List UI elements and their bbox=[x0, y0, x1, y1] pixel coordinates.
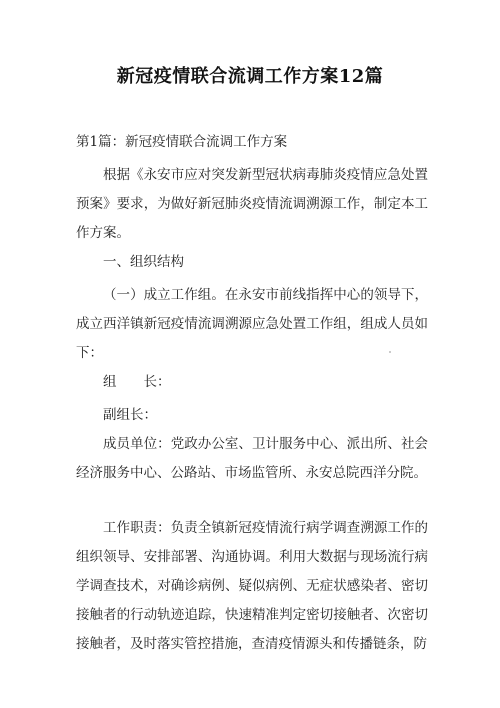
document-title: 新冠疫情联合流调工作方案12篇 bbox=[116, 66, 384, 87]
section-heading: 第1篇：新冠疫情联合流调工作方案 bbox=[76, 134, 288, 150]
deputy-leader-line: 副组长： bbox=[103, 407, 157, 423]
member-units-paragraph: 成员单位：党政办公室、卫计服务中心、派出所、社会经济服务中心、公路站、市场监管所、永安总院西洋分院。 bbox=[76, 436, 428, 481]
paragraph-working-group: （一）成立工作组。在永安市前线指挥中心的领导下，成立西洋镇新冠疫情流调溯源应急处置工作组，组成人员如下： bbox=[76, 287, 428, 361]
heading-organization: 一、组织结构 bbox=[103, 254, 184, 270]
paragraph-intro: 根据《永安市应对突发新型冠状病毒肺炎疫情应急处置预案》要求，为做好新冠肺炎疫情流调溯源工作，制定本工作方案。 bbox=[76, 167, 428, 241]
duties-paragraph: 工作职责：负责全镇新冠疫情流行病学调查溯源工作的组织领导、安排部署、沟通协调。利用大数据与现场流行病学调查技术，对确诊病例、疑似病例、无症状感染者、密切接触者的行动轨迹追踪，快速精准判定密切接触者、次密切接触者，及时落实管控措施，查清疫情源头和传播链条，防 bbox=[76, 520, 428, 652]
group-leader-line: 组 长： bbox=[103, 374, 171, 390]
scan-speck bbox=[389, 351, 391, 353]
